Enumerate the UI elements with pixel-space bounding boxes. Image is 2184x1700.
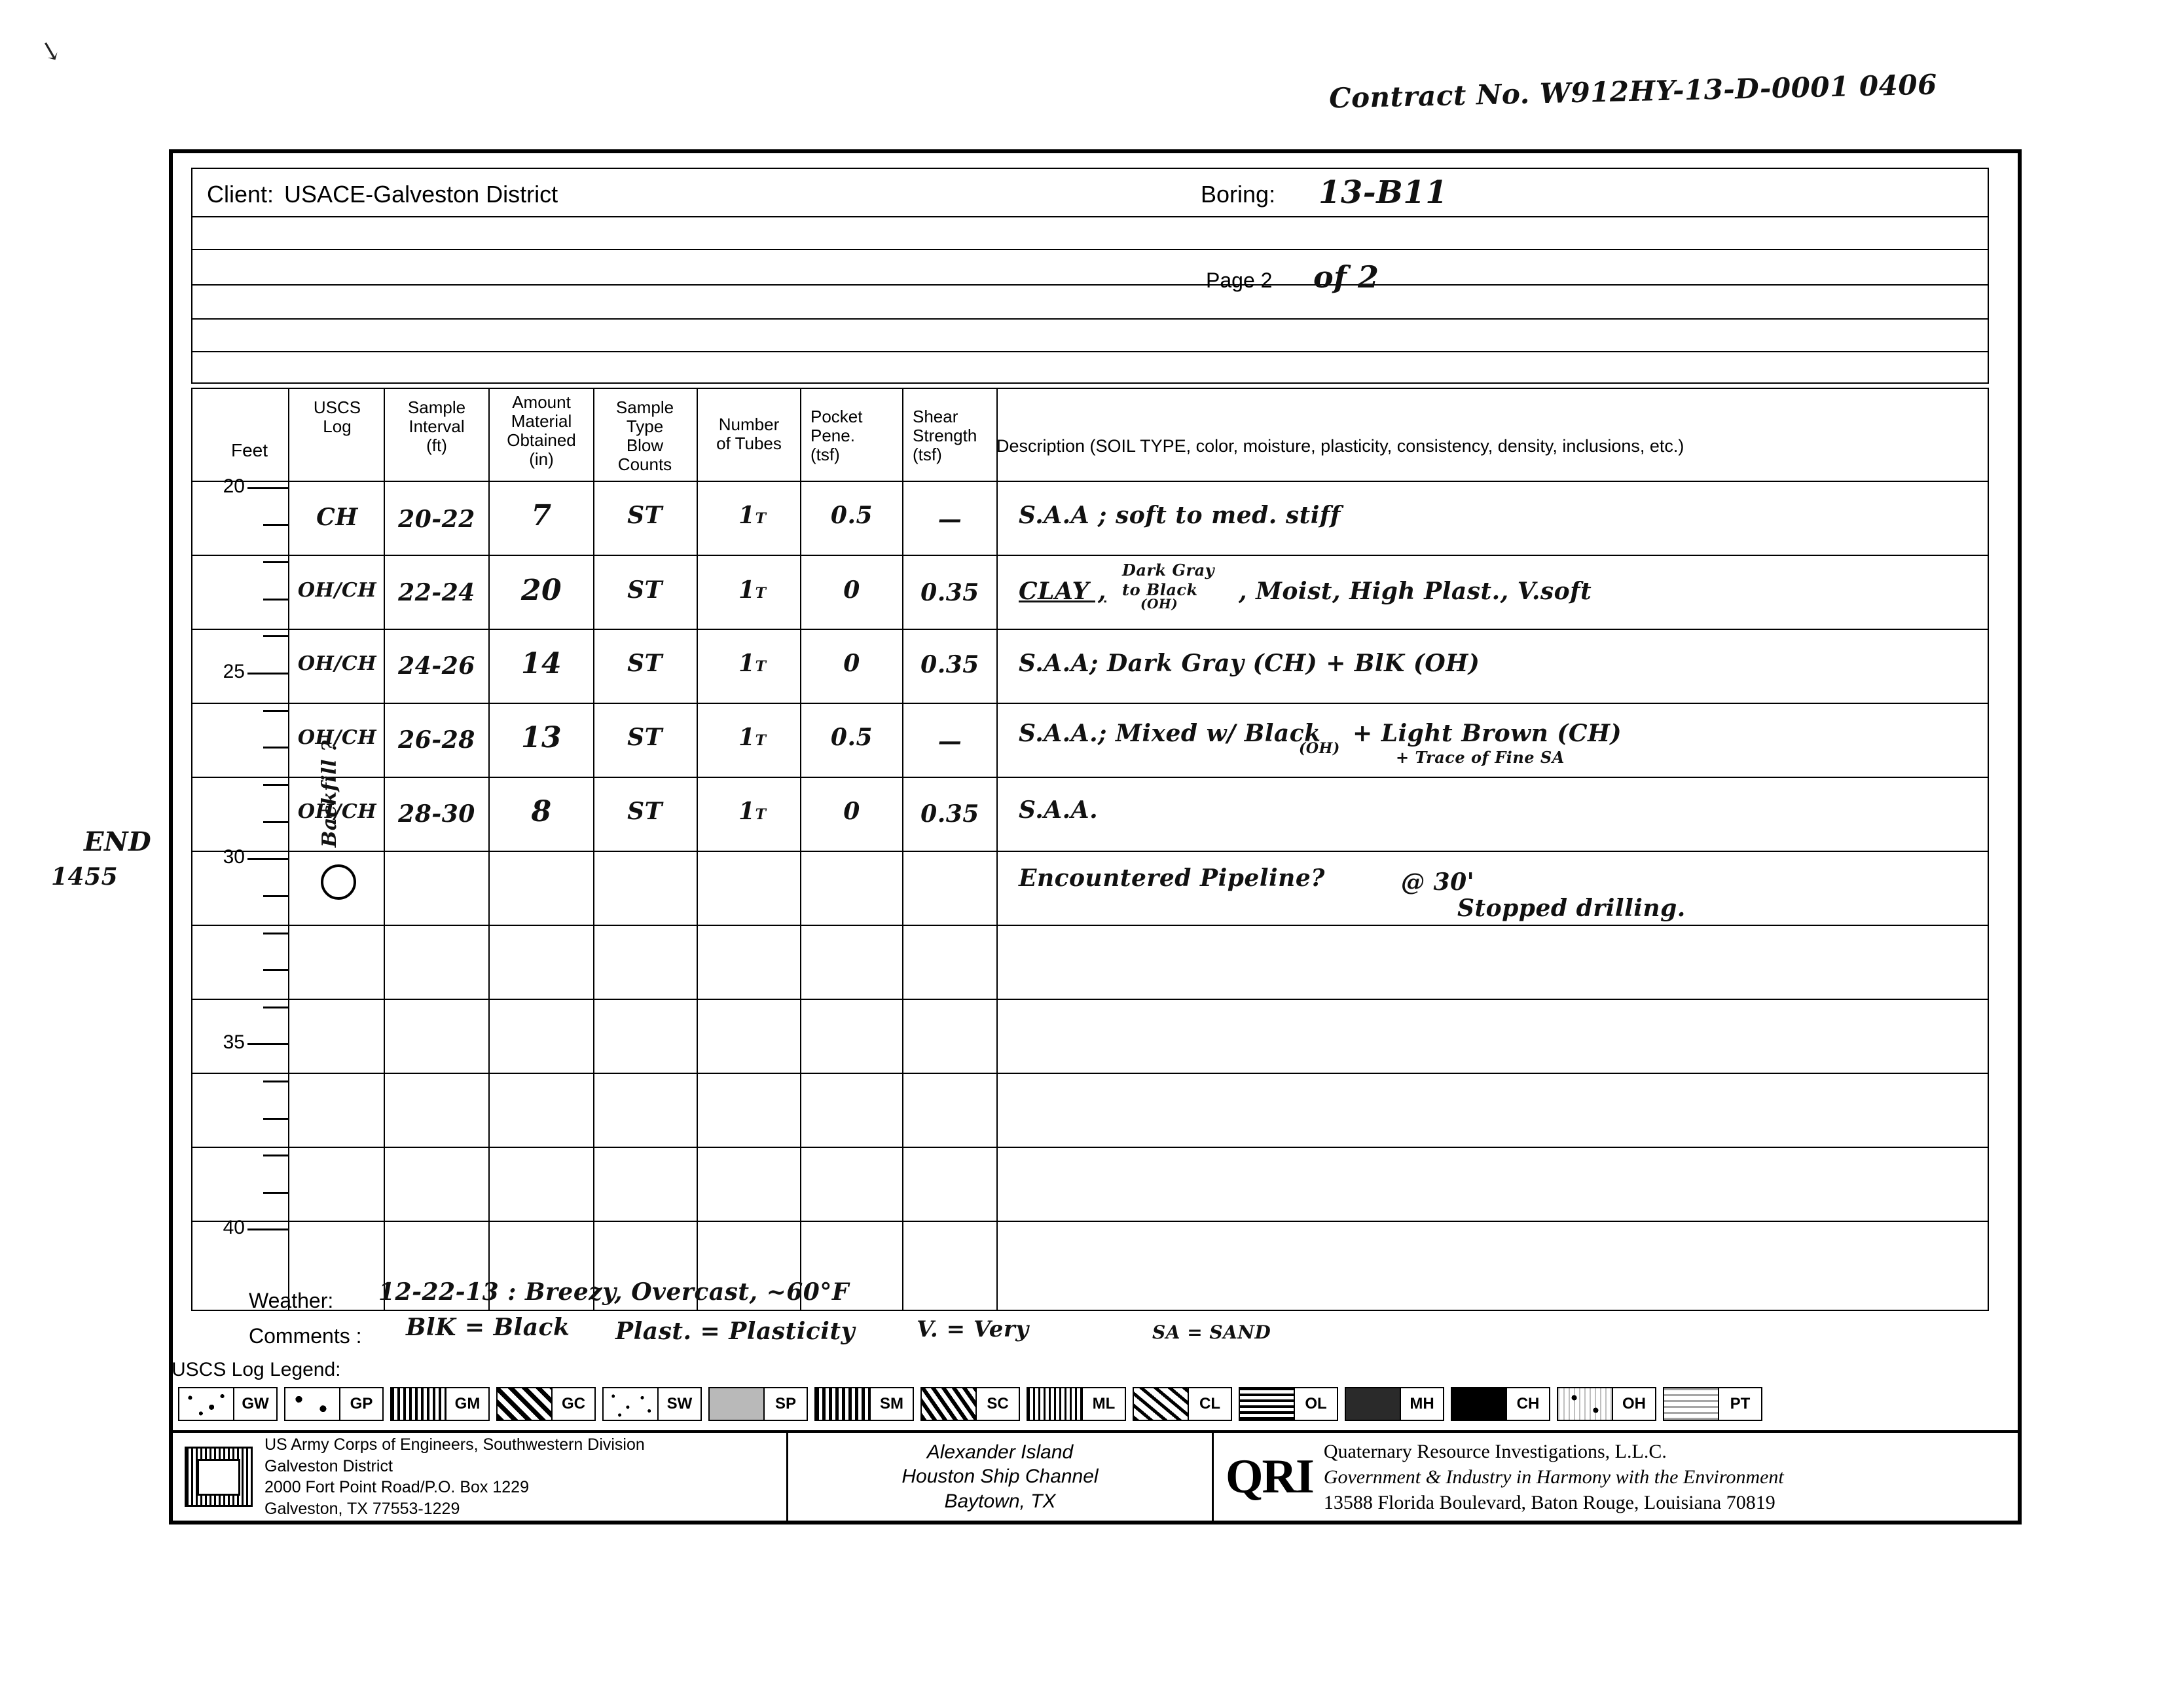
- row-sep-4: [192, 777, 1988, 778]
- col-head-sample-type: [596, 398, 694, 474]
- table-row-5-tubes-sub: T: [755, 806, 767, 823]
- comments-item-3: V. = Very: [917, 1316, 1029, 1342]
- tick-40: [247, 1229, 288, 1230]
- tick-33: [263, 969, 288, 971]
- row-sep-7: [192, 999, 1988, 1000]
- comments-label: Comments :: [249, 1324, 362, 1348]
- backfill-annotation: Backfill ?: [318, 740, 341, 847]
- table-row-2-pocket: 0: [843, 576, 860, 604]
- qri-line-3: 13588 Florida Boulevard, Baton Rouge, Louisiana 70819: [1323, 1491, 1775, 1513]
- weather-label: Weather:: [249, 1289, 334, 1312]
- col-head-nt-line1: Number: [718, 415, 780, 434]
- legend-swatch-pt-icon: [1663, 1387, 1719, 1421]
- legend-item-ch: [1451, 1387, 1550, 1421]
- legend-swatch-gc-icon: [496, 1387, 553, 1421]
- table-row-5-tubes-count: 1: [738, 798, 755, 825]
- table-row-2-interval: 22-24: [398, 579, 475, 606]
- col-head-am-line4: (in): [529, 449, 554, 470]
- footer-qri-block: [1214, 1433, 2018, 1521]
- legend-code-sp: SP: [765, 1387, 808, 1421]
- table-row-5-type: ST: [627, 798, 663, 825]
- legend-swatch-gw-icon: [178, 1387, 234, 1421]
- table-row-4-description-sup-b: + Trace of Fine SA: [1396, 748, 1565, 767]
- usace-castle-logo-icon: [185, 1447, 253, 1507]
- client-label: Client:: [207, 181, 274, 208]
- depth-label-40: 40: [223, 1217, 245, 1238]
- row-sep-5: [192, 851, 1988, 852]
- legend-item-sc: [920, 1387, 1020, 1421]
- usace-line-1: US Army Corps of Engineers, Southwestern Division: [264, 1435, 645, 1454]
- col-head-uscs-log: [292, 398, 382, 436]
- legend-code-ml: ML: [1083, 1387, 1126, 1421]
- legend-item-gm: [390, 1387, 490, 1421]
- col-sep-interval: [488, 389, 490, 1310]
- legend-code-ol: OL: [1295, 1387, 1338, 1421]
- log-table: [191, 388, 1989, 1311]
- table-row-2-amount: 20: [520, 574, 562, 607]
- table-row-5-description: S.A.A.: [1019, 796, 1099, 824]
- col-head-si-line2: Interval: [409, 416, 465, 437]
- table-row-5-interval: 28-30: [398, 800, 475, 828]
- tick-37: [263, 1118, 288, 1120]
- tick-29: [263, 821, 288, 823]
- table-row-6-uscs-circle-mark: [321, 864, 356, 900]
- table-row-1-description: S.A.A ; soft to med. stiff: [1019, 502, 1341, 529]
- tick-39: [263, 1192, 288, 1194]
- boring-value: 13-B11: [1319, 174, 1448, 211]
- legend-swatch-oh-icon: [1557, 1387, 1613, 1421]
- col-sep-pocket: [902, 389, 903, 1310]
- legend-label: USCS Log Legend:: [172, 1359, 341, 1380]
- row-sep-2: [192, 629, 1988, 630]
- legend-swatch-gp-icon: [284, 1387, 340, 1421]
- legend-item-cl: [1133, 1387, 1232, 1421]
- qri-line-1: Quaternary Resource Investigations, L.L.C.: [1323, 1440, 1667, 1462]
- tick-25: [247, 673, 288, 674]
- page-value: of 2: [1313, 259, 1379, 295]
- table-row-2-description-sup-a: Dark Gray: [1122, 561, 1215, 580]
- table-row-4-type: ST: [627, 724, 663, 751]
- table-row-3-type: ST: [627, 650, 663, 677]
- legend-code-mh: MH: [1401, 1387, 1444, 1421]
- header-divider-3: [192, 284, 1988, 286]
- legend-item-ml: [1027, 1387, 1126, 1421]
- usace-line-3: 2000 Fort Point Road/P.O. Box 1229: [264, 1478, 529, 1496]
- legend-code-gp: GP: [340, 1387, 384, 1421]
- table-row-3-uscs: OH/CH: [297, 652, 377, 675]
- col-head-st-line4: Counts: [617, 454, 672, 475]
- col-sep-uscs: [384, 389, 385, 1310]
- col-head-ss-line3: (tsf): [913, 445, 942, 465]
- table-row-3-pocket: 0: [843, 650, 860, 677]
- table-row-2-description-sup-b: to Black: [1122, 580, 1198, 599]
- usace-line-4: Galveston, TX 77553-1229: [264, 1499, 460, 1518]
- legend-swatch-ch-icon: [1451, 1387, 1507, 1421]
- col-head-shear-strength: [906, 407, 1000, 464]
- col-head-ss-line2: Strength: [913, 426, 977, 446]
- legend-code-pt: PT: [1719, 1387, 1762, 1421]
- legend-code-gw: GW: [234, 1387, 278, 1421]
- legend-item-oh: [1557, 1387, 1656, 1421]
- legend-item-ol: [1239, 1387, 1338, 1421]
- table-row-2-uscs: OH/CH: [297, 579, 377, 602]
- qri-address: [1324, 1439, 1784, 1515]
- col-sep-shear: [996, 389, 998, 1310]
- contract-number-handwritten: Contract No. W912HY-13-D-0001 0406: [1328, 68, 1938, 115]
- weather-value: 12-22-13 : Breezy, Overcast, ~60°F: [378, 1278, 849, 1306]
- qri-logo-icon: QRI: [1226, 1449, 1313, 1504]
- table-row-3-amount: 14: [520, 647, 562, 680]
- tick-35: [247, 1043, 288, 1045]
- col-head-description: Description (SOIL TYPE, color, moisture, plasticity, consistency, density, inclusions, etc.): [996, 436, 1684, 456]
- col-head-pp-line1: Pocket: [810, 407, 863, 426]
- legend-swatch-mh-icon: [1345, 1387, 1401, 1421]
- table-row-4-interval: 26-28: [398, 726, 475, 754]
- table-row-4-pocket: 0.5: [830, 724, 873, 751]
- col-head-nt-line2: of Tubes: [716, 434, 782, 454]
- tick-20: [247, 487, 288, 489]
- col-sep-feet: [288, 389, 289, 1310]
- tick-21: [263, 524, 288, 526]
- row-sep-8: [192, 1073, 1988, 1074]
- tick-38: [263, 1155, 288, 1156]
- col-head-pp-line2: Pene.: [810, 426, 855, 446]
- tick-31: [263, 895, 288, 897]
- header-divider-5: [192, 351, 1988, 352]
- table-row-4-description-sup-a: (OH): [1299, 740, 1340, 757]
- table-row-1-uscs: CH: [316, 504, 358, 531]
- depth-label-25: 25: [223, 661, 245, 682]
- comments-item-2: Plast. = Plasticity: [615, 1318, 856, 1345]
- table-row-2-type: ST: [627, 576, 663, 604]
- depth-label-20: 20: [223, 475, 245, 497]
- comments-item-1: BlK = Black: [406, 1314, 570, 1341]
- usace-address: [264, 1434, 645, 1519]
- legend-swatch-ol-icon: [1239, 1387, 1295, 1421]
- footer-usace-block: [173, 1433, 788, 1521]
- depth-label-35: 35: [223, 1031, 245, 1053]
- table-row-4-amount: 13: [520, 721, 562, 754]
- table-row-6-description-b: @ 30': [1401, 868, 1475, 896]
- tick-30: [247, 858, 288, 860]
- legend-swatch-cl-icon: [1133, 1387, 1189, 1421]
- table-row-1-tubes: [738, 502, 766, 529]
- tick-26: [263, 710, 288, 712]
- col-head-am-line1: Amount: [512, 392, 571, 412]
- col-head-number-tubes: [701, 415, 797, 453]
- col-head-ss-line1: Shear: [913, 407, 958, 426]
- table-row-2-description-a: CLAY ,: [1019, 578, 1106, 605]
- tick-34: [263, 1007, 288, 1008]
- legend-swatch-sw-icon: [602, 1387, 659, 1421]
- table-row-3-shear: 0.35: [920, 651, 979, 678]
- table-row-4-tubes-count: 1: [738, 724, 755, 751]
- col-head-st-line3: Blow: [626, 435, 664, 456]
- row-sep-6: [192, 925, 1988, 926]
- col-head-uscs-line1: USCS: [313, 397, 361, 417]
- row-sep-9: [192, 1147, 1988, 1148]
- table-row-6-description-a: Encountered Pipeline?: [1019, 864, 1325, 892]
- stray-pen-mark: ↘: [35, 33, 65, 69]
- legend-item-sp: [708, 1387, 808, 1421]
- table-row-3-tubes: [738, 650, 766, 677]
- table-row-5-shear: 0.35: [920, 800, 979, 828]
- client-field: [207, 181, 558, 208]
- boring-label: Boring:: [1201, 181, 1276, 208]
- table-row-2-tubes-count: 1: [738, 576, 755, 604]
- legend-swatch-sm-icon: [814, 1387, 871, 1421]
- table-row-4-shear: —: [937, 728, 962, 755]
- row-sep-3: [192, 703, 1988, 704]
- depth-label-30: 30: [223, 846, 245, 868]
- col-head-st-line2: Type: [626, 416, 664, 437]
- end-annotation: END: [84, 826, 152, 857]
- header-block: [191, 168, 1989, 384]
- legend-code-sc: SC: [977, 1387, 1020, 1421]
- footer-project-block: [788, 1433, 1214, 1521]
- project-line-3: Baytown, TX: [944, 1490, 1056, 1512]
- table-row-2-tubes-sub: T: [755, 585, 767, 602]
- table-row-2-shear: 0.35: [920, 579, 979, 606]
- table-row-6-description-c: Stopped drilling.: [1457, 895, 1686, 922]
- legend-code-sw: SW: [659, 1387, 702, 1421]
- table-row-1-pocket: 0.5: [830, 502, 873, 529]
- qri-line-2: Government & Industry in Harmony with the Environment: [1323, 1466, 1784, 1488]
- col-head-sample-interval: [388, 398, 486, 455]
- table-row-1-interval: 20-22: [398, 506, 475, 533]
- table-row-2-description-sup-c: (OH): [1140, 596, 1178, 612]
- footer-block: [169, 1430, 2022, 1524]
- header-divider-1: [192, 216, 1988, 217]
- legend-swatch-ml-icon: [1027, 1387, 1083, 1421]
- uscs-legend-strip: [169, 1380, 2022, 1428]
- tick-32: [263, 933, 288, 934]
- legend-item-gw: [178, 1387, 278, 1421]
- table-row-5-amount: 8: [531, 795, 552, 828]
- client-value: USACE-Galveston District: [284, 181, 558, 208]
- table-row-1-type: ST: [627, 502, 663, 529]
- col-head-si-line1: Sample: [407, 397, 466, 417]
- table-row-2-description-b: , Moist, High Plast., V.soft: [1239, 578, 1592, 605]
- table-row-4-tubes-sub: T: [755, 732, 767, 749]
- legend-code-ch: CH: [1507, 1387, 1550, 1421]
- header-row-bottom: [192, 481, 1988, 482]
- legend-swatch-gm-icon: [390, 1387, 446, 1421]
- table-row-5-pocket: 0: [843, 798, 860, 825]
- usace-line-2: Galveston District: [264, 1456, 393, 1475]
- tick-36: [263, 1081, 288, 1082]
- tick-24: [263, 635, 288, 637]
- col-head-pp-line3: (tsf): [810, 445, 840, 465]
- table-row-3-description: S.A.A; Dark Gray (CH) + BlK (OH): [1019, 650, 1480, 677]
- row-sep-1: [192, 555, 1988, 556]
- col-head-st-line1: Sample: [615, 397, 674, 417]
- table-row-4-uscs: OH/CH: [297, 726, 377, 749]
- table-row-1-tubes-count: 1: [738, 502, 755, 529]
- tick-28: [263, 784, 288, 786]
- legend-code-gm: GM: [446, 1387, 490, 1421]
- table-row-1-shear: —: [937, 506, 962, 533]
- table-row-1-amount: 7: [531, 499, 552, 532]
- col-head-pocket-pene: [804, 407, 906, 464]
- legend-item-gc: [496, 1387, 596, 1421]
- legend-item-gp: [284, 1387, 384, 1421]
- time-annotation: 1455: [51, 863, 118, 891]
- table-row-4-description-b: + Light Brown (CH): [1353, 720, 1622, 747]
- col-head-amount-material: [492, 393, 591, 469]
- tick-22: [263, 561, 288, 563]
- table-row-5-tubes: [738, 798, 766, 825]
- legend-item-pt: [1663, 1387, 1762, 1421]
- col-sep-amount: [593, 389, 594, 1310]
- table-row-5-uscs: OH/CH: [297, 800, 377, 823]
- tick-27: [263, 747, 288, 748]
- col-head-am-line3: Obtained: [507, 430, 576, 451]
- legend-code-sm: SM: [871, 1387, 914, 1421]
- col-head-feet: Feet: [230, 440, 268, 460]
- row-sep-10: [192, 1221, 1988, 1222]
- col-head-si-line3: (ft): [426, 435, 447, 456]
- col-head-am-line2: Material: [511, 411, 572, 432]
- project-line-1: Alexander Island: [926, 1441, 1074, 1463]
- table-row-3-tubes-count: 1: [738, 650, 755, 677]
- legend-item-mh: [1345, 1387, 1444, 1421]
- legend-code-cl: CL: [1189, 1387, 1232, 1421]
- table-row-1-tubes-sub: T: [755, 510, 767, 527]
- project-line-2: Houston Ship Channel: [901, 1466, 1099, 1488]
- table-row-2-tubes: [738, 576, 766, 604]
- col-sep-tubes: [800, 389, 801, 1310]
- legend-code-oh: OH: [1613, 1387, 1656, 1421]
- legend-swatch-sc-icon: [920, 1387, 977, 1421]
- col-head-uscs-line2: Log: [323, 416, 352, 437]
- tick-23: [263, 599, 288, 601]
- table-row-4-tubes: [738, 724, 766, 751]
- legend-item-sw: [602, 1387, 702, 1421]
- page-label: Page 2: [1206, 268, 1273, 292]
- header-divider-2: [192, 249, 1988, 250]
- table-row-4-description-a: S.A.A.; Mixed w/ Black: [1019, 720, 1321, 747]
- legend-swatch-sp-icon: [708, 1387, 765, 1421]
- legend-item-sm: [814, 1387, 914, 1421]
- comments-item-4: SA = SAND: [1152, 1321, 1271, 1343]
- table-row-3-interval: 24-26: [398, 652, 475, 680]
- header-divider-4: [192, 318, 1988, 320]
- col-sep-type: [697, 389, 698, 1310]
- table-row-3-tubes-sub: T: [755, 658, 767, 675]
- legend-code-gc: GC: [553, 1387, 596, 1421]
